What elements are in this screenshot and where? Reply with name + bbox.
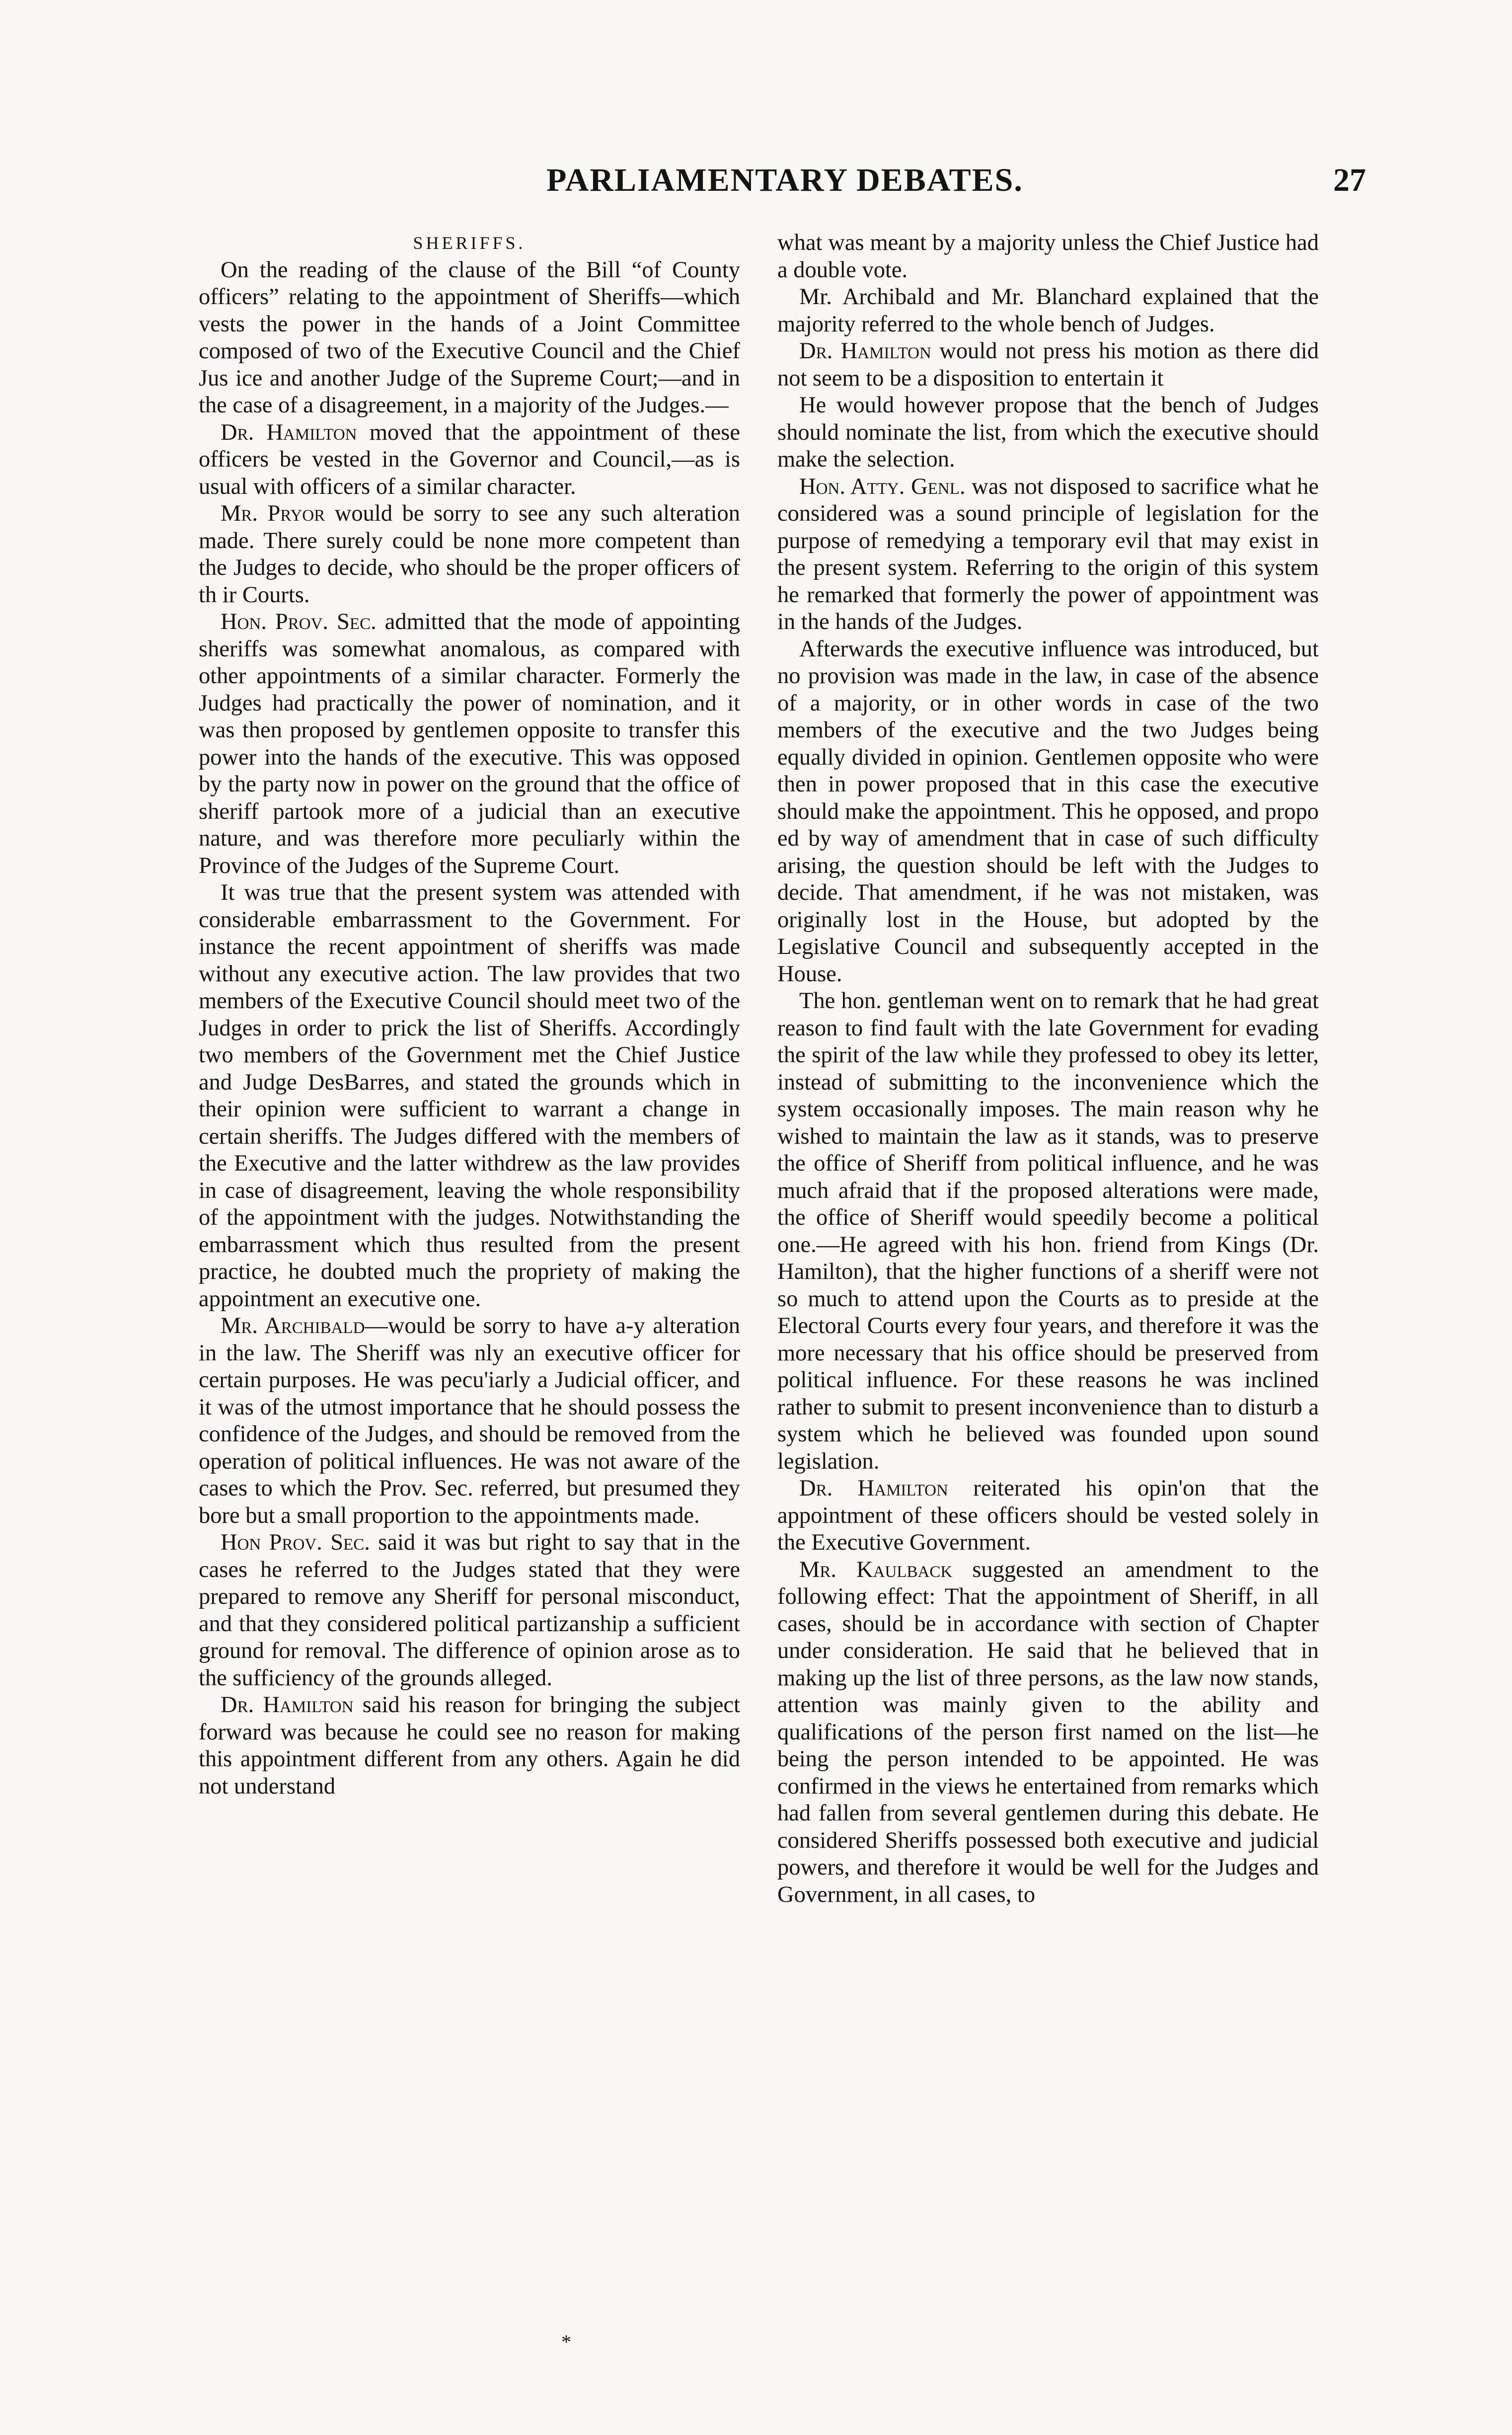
page-header bbox=[204, 161, 1366, 216]
left-column bbox=[199, 230, 740, 2311]
speech-text: suggested an amendment to the following effect: That the appointment of Sheriff, in all cases, should be in accordance with section of Chapter under consideration. He said that he believed that in making up the list of three persons, as the law now stands, attention was mainly given to the ability and qualifications of the person first named on the list—he being the person intended to be appointed. He was confirmed in the views he entertained from remarks which had fallen from several gentlemen during this debate. He considered Sheriffs possessed both executive and judicial powers, and therefore it would be well for the Judges and Government, in all cases, to bbox=[777, 1557, 1319, 1907]
footer-mark: * bbox=[561, 2331, 571, 2353]
paragraph bbox=[199, 1692, 740, 1800]
paragraph bbox=[199, 419, 740, 501]
paragraph: It was true that the present system was attended with considerable embarrassment to the Government. For instance the recent appointment of sheriffs was made without any executive action. The law provides that two members of the Executive Council should meet two of the Judges in order to prick the list of Sheriffs. Accordingly two members of the Government met the Chief Justice and Judge DesBarres, and stated the grounds which in their opinion were sufficient to warrant a change in certain sheriffs. The Judges differed with the members of the Executive and the latter withdrew as the law provides in case of disagreement, leaving the whole responsibility of the appointment with the judges. Notwithstanding the embarrassment which thus resulted from the present practice, he doubted much the propriety of making the appointment an executive one. bbox=[199, 880, 740, 1312]
speaker-name: Dr. Hamilton bbox=[221, 1692, 354, 1718]
speaker-name: Hon. Atty. Genl. bbox=[799, 473, 966, 499]
paragraph: Mr. Archibald and Mr. Blanchard explained that the majority referred to the whole bench of Judges. bbox=[777, 284, 1319, 337]
paragraph: On the reading of the clause of the Bill “of County officers” relating to the appointment of Sheriffs—which vests the power in the hands of a Joint Committee composed of two of the Executive Council and the Chief Jus ice and another Judge of the Supreme Court;—and in the case of a disagreement, in a majority of the Judges.— bbox=[199, 257, 740, 418]
paragraph bbox=[199, 500, 740, 609]
paragraph: He would however propose that the bench of Judges should nominate the list, from which the executive should make the selection. bbox=[777, 393, 1319, 472]
paragraph bbox=[199, 1313, 740, 1529]
speaker-name: Dr. Hamilton bbox=[221, 419, 357, 445]
speaker-name: Hon. Prov. Sec. bbox=[221, 609, 377, 634]
paragraph bbox=[777, 1475, 1319, 1557]
running-title: PARLIAMENTARY DEBATES. bbox=[546, 162, 1023, 198]
speech-text: would be sorry to see any such alteration made. There surely could be none more competent than the Judges to decide, who should be the proper officers of th ir Courts. bbox=[199, 501, 740, 608]
paragraph: what was meant by a majority unless the Chief Justice had a double vote. bbox=[777, 230, 1319, 283]
section-heading: SHERIFFS. bbox=[413, 233, 526, 253]
speech-text: was not disposed to sacrifice what he considered was a sound principle of legislation for the purpose of remedying a temporary evil that may exist in the present system. Referring to the origin of this system he remarked that formerly the power of appointment was in the hands of the Judges. bbox=[777, 473, 1319, 634]
paragraph: Afterwards the executive influence was introduced, but no provision was made in the law, in case of the absence of a majority, or in other words in case of the two members of the executive and the two Judges being equally divided in opinion. Gentlemen opposite who were then in power proposed that in this case the executive should make the appointment. This he opposed, and propo ed by way of amendment that in case of such difficulty arising, the question should be left with the Judges to decide. That amendment, if he was not mistaken, was originally lost in the House, but adopted by the Legislative Council and subsequently accepted in the House. bbox=[777, 636, 1319, 987]
speaker-name: Dr. Hamilton bbox=[799, 338, 931, 364]
speaker-name: Dr. Hamilton bbox=[799, 1476, 948, 1501]
paragraph bbox=[777, 338, 1319, 392]
speech-text: admitted that the mode of appointing sheriffs was somewhat anomalous, as compared with other appointments of a similar character. Formerly the Judges had practically the power of nomination, and it was then proposed by gentlemen opposite to transfer this power into the hands of the executive. This was opposed by the party now in power on the ground that the office of sheriff partook more of a judicial than an executive nature, and was therefore more peculiarly within the Province of the Judges of the Supreme Court. bbox=[199, 609, 740, 878]
speech-text: said it was but right to say that in the cases he referred to the Judges stated that they were prepared to remove any Sheriff for personal misconduct, and that they considered political partizanship a sufficient ground for removal. The difference of opinion arose as to the sufficiency of the grounds alleged. bbox=[199, 1530, 740, 1691]
paragraph: The hon. gentleman went on to remark that he had great reason to find fault with the late Government for evading the spirit of the law while they professed to obey its letter, instead of submitting to the inconvenience which the system occasionally imposes. The main reason why he wished to maintain the law as it stands, was to preserve the office of Sheriff from political influence, and he was much afraid that if the proposed alterations were made, the office of Sheriff would speedily become a political one.—He agreed with his hon. friend from Kings (Dr. Hamilton), that the higher functions of a sheriff were not so much to attend upon the Courts as to preside at the Electoral Courts every four years, and therefore it was the more necessary that his office should be preserved from political influence. For these reasons he was inclined rather to submit to present inconvenience than to disturb a system which he believed was founded upon sound legislation. bbox=[777, 988, 1319, 1474]
speech-text: reiterated his opin'on that the appointment of these officers should be vested solely in the Executive Government. bbox=[777, 1476, 1319, 1555]
right-column bbox=[777, 230, 1319, 2311]
speech-text: would not press his motion as there did not seem to be a disposition to entertain it bbox=[777, 338, 1319, 391]
paragraph bbox=[777, 1557, 1319, 1909]
speaker-name: Mr. Archibald bbox=[221, 1313, 365, 1338]
speech-text: —would be sorry to have a-y alteration in the law. The Sheriff was nly an executive officer for certain purposes. He was pecu'iarly a Judicial officer, and it was of the utmost importance that he should possess the confidence of the Judges, and should be removed from the operation of political influences. He was not aware of the cases to which the Prov. Sec. referred, but presumed they bore but a small proportion to the appointments made. bbox=[199, 1313, 740, 1528]
speech-text: said his reason for bringing the subject forward was because he could see no reason for making this appointment different from any others. Again he did not understand bbox=[199, 1692, 740, 1799]
speech-text: moved that the appointment of these officers be vested in the Governor and Council,—as is usual with officers of a similar character. bbox=[199, 419, 740, 499]
paragraph bbox=[199, 609, 740, 879]
paragraph bbox=[199, 1529, 740, 1692]
speaker-name: Hon Prov. Sec. bbox=[221, 1530, 370, 1555]
page-number: 27 bbox=[1333, 162, 1366, 198]
speaker-name: Mr. Pryor bbox=[221, 501, 325, 526]
paragraph bbox=[777, 473, 1319, 636]
speaker-name: Mr. Kaulback bbox=[799, 1557, 953, 1582]
